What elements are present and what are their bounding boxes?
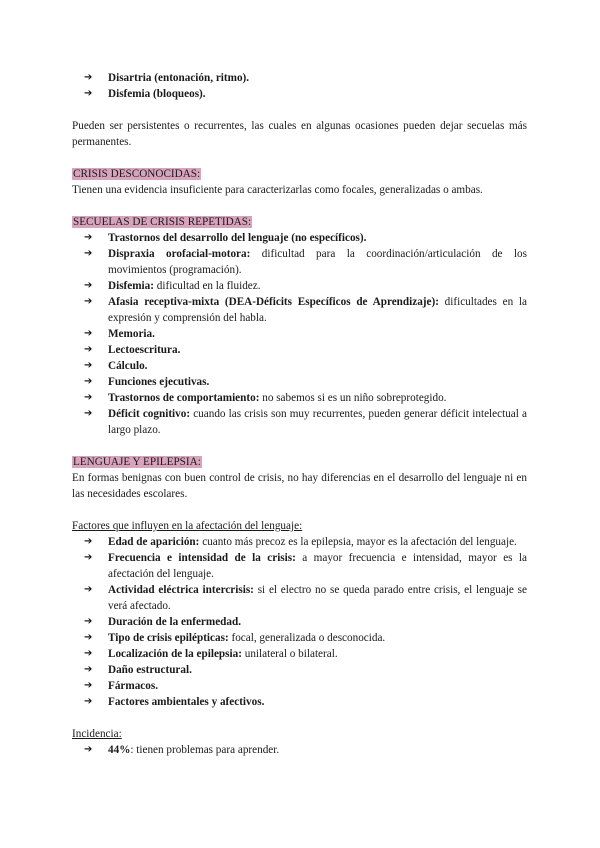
list-item: ➔ Trastornos de comportamiento: no sabemos si es un niño sobreprotegido. [84,392,447,404]
list-item: ➔ Dispraxia orofacial-motora: dificultad para la coordinación/articulación de los movimientos (programación). [84,248,527,276]
sequelae-heading: SECUELAS DE CRISIS REPETIDAS: [73,216,252,228]
arrow-icon: ➔ [84,584,93,595]
arrow-icon: ➔ [84,296,93,307]
incidence-title: Incidencia: [72,728,122,740]
arrow-icon: ➔ [84,232,93,243]
list-item: ➔ Déficit cognitivo: cuando las crisis son muy recurrentes, pueden generar déficit intelectual a largo plazo. [84,408,527,436]
list-item: ➔ Afasia receptiva-mixta (DEA-Déficits Específicos de Aprendizaje): dificultades en la expresión y comprensión del habla. [84,296,527,324]
unknown-crisis-heading: CRISIS DESCONOCIDAS: [73,168,201,180]
arrow-icon: ➔ [84,248,93,259]
arrow-icon: ➔ [84,408,93,419]
arrow-icon: ➔ [84,696,93,707]
language-epilepsy-text: En formas benignas con buen control de crisis, no hay diferencias en el desarrollo del lenguaje ni en las necesidades escolares. [72,472,527,500]
factors-list [72,534,527,710]
list-item: ➔ Funciones ejecutivas. [84,376,210,388]
arrow-icon: ➔ [84,744,93,755]
persistence-paragraph: Pueden ser persistentes o recurrentes, las cuales en algunas ocasiones pueden dejar secuelas más permanentes. [72,120,527,148]
arrow-icon: ➔ [84,392,93,403]
arrow-icon: ➔ [84,344,93,355]
list-item: ➔ Disartria (entonación, ritmo). [84,72,250,84]
arrow-icon: ➔ [84,328,93,339]
document-content [72,70,527,758]
list-item: ➔ Frecuencia e intensidad de la crisis: a mayor frecuencia e intensidad, mayor es la afectación del lenguaje. [84,552,527,580]
list-item: ➔ Tipo de crisis epilépticas: focal, generalizada o desconocida. [84,632,386,644]
list-item: ➔ Lectoescritura. [84,344,181,356]
list-item: ➔ Daño estructural. [84,664,192,676]
arrow-icon: ➔ [84,360,93,371]
list-item: ➔ Factores ambientales y afectivos. [84,696,265,708]
list-item: ➔ Localización de la epilepsia: unilateral o bilateral. [84,648,338,660]
arrow-icon: ➔ [84,552,93,563]
incidence-list [72,742,527,758]
list-item: ➔ Disfemia (bloqueos). [84,88,206,100]
arrow-icon: ➔ [84,72,93,83]
arrow-icon: ➔ [84,376,93,387]
arrow-icon: ➔ [84,616,93,627]
list-item: ➔ Actividad eléctrica intercrisis: si el electro no se queda parado entre crisis, el lenguaje se verá afectado. [84,584,527,612]
arrow-icon: ➔ [84,280,93,291]
list-item: ➔ 44%: tienen problemas para aprender. [84,744,280,756]
list-item: ➔ Cálculo. [84,360,148,372]
arrow-icon: ➔ [84,88,93,99]
language-epilepsy-heading: LENGUAJE Y EPILEPSIA: [73,456,201,468]
unknown-crisis-text: Tienen una evidencia insuficiente para caracterizarlas como focales, generalizadas o ambas. [72,184,483,196]
arrow-icon: ➔ [84,680,93,691]
arrow-icon: ➔ [84,648,93,659]
list-item: ➔ Duración de la enfermedad. [84,616,241,628]
list-item: ➔ Edad de aparición: cuanto más precoz es la epilepsia, mayor es la afectación del lenguaje. [84,536,517,548]
arrow-icon: ➔ [84,664,93,675]
top-bullet-list [72,70,527,102]
sequelae-list [72,230,527,438]
factors-title: Factores que influyen en la afectación del lenguaje: [72,520,303,532]
list-item: ➔ Disfemia: dificultad en la fluidez. [84,280,261,292]
arrow-icon: ➔ [84,632,93,643]
list-item: ➔ Trastornos del desarrollo del lenguaje (no específicos). [84,232,367,244]
arrow-icon: ➔ [84,536,93,547]
list-item: ➔ Fármacos. [84,680,159,692]
list-item: ➔ Memoria. [84,328,155,340]
